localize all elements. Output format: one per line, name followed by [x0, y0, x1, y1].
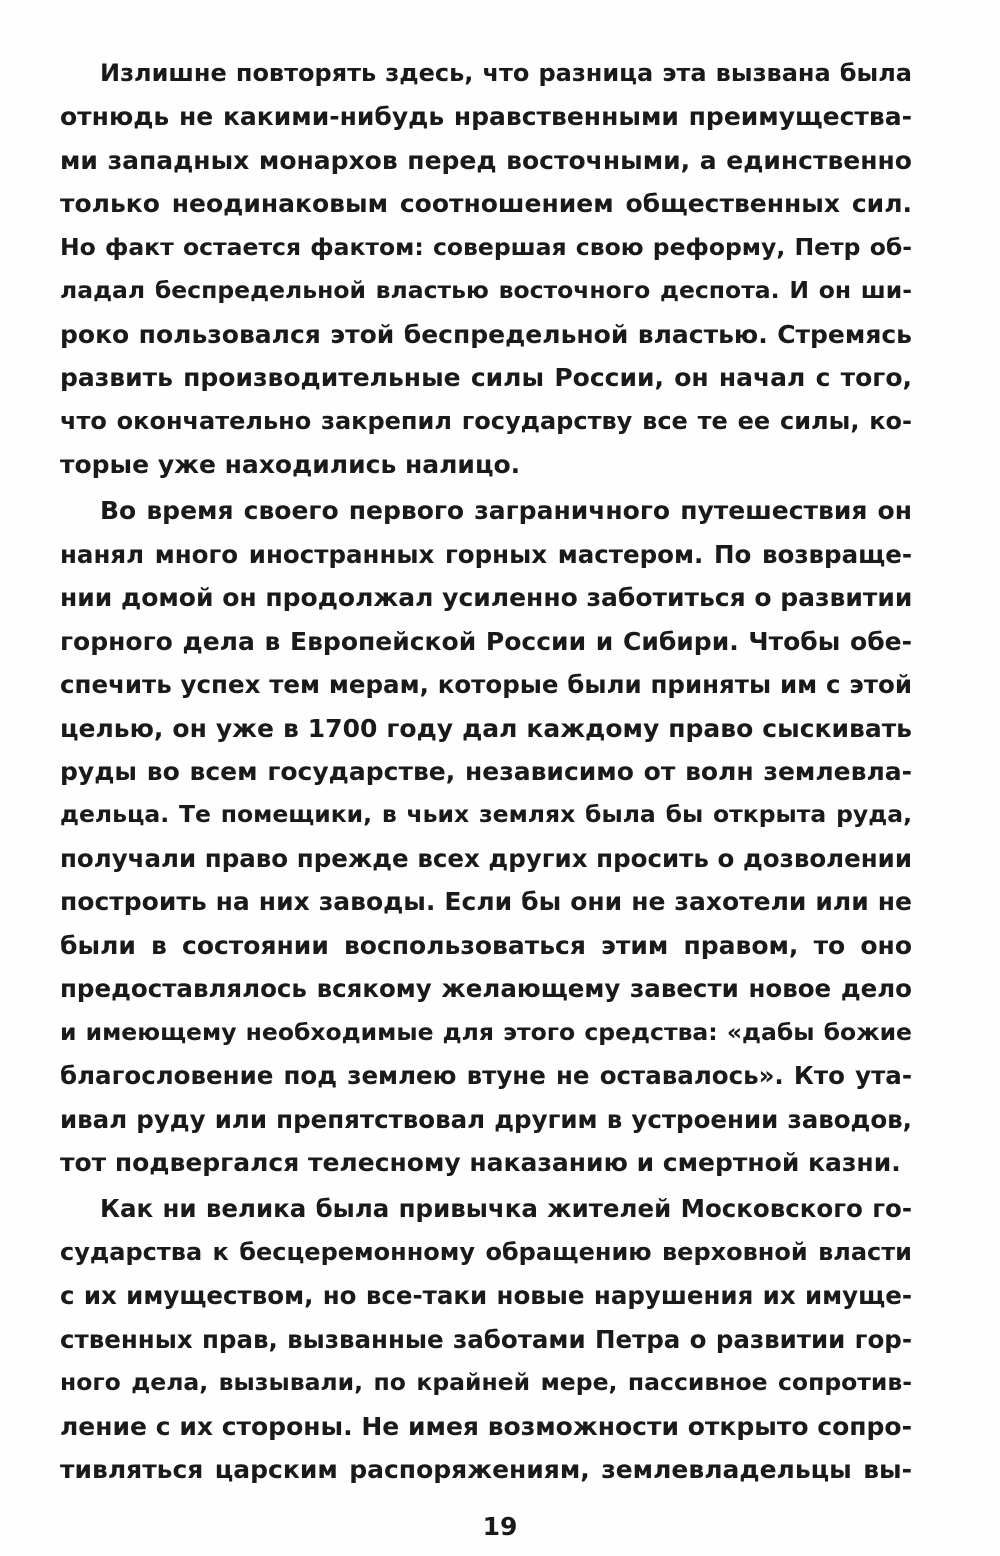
text-line: ственных прав, вызванные заботами Петра о развитии гор- — [60, 1324, 912, 1354]
text-line: дельца. Те помещики, в чьих землях была бы открыта руда, — [60, 800, 912, 829]
text-line: построить на них заводы. Если бы они не захотели или не — [60, 887, 912, 917]
text-line: Во время своего первого заграничного путешествия он — [100, 496, 912, 526]
paragraph — [60, 489, 912, 1184]
text-line: руды во всем государстве, независимо от волн землевла- — [60, 757, 912, 786]
text-line: целью, он уже в 1700 году дал каждому право сыскивать — [60, 713, 912, 743]
text-line: только неодинаковым соотношением общественных сил. — [60, 189, 912, 219]
text-line: торые уже находились налицо. — [60, 449, 521, 479]
text-line: тивляться царским распоряжениям, землевладельцы вы- — [60, 1455, 912, 1484]
paragraph — [60, 52, 912, 486]
text-line: были в состоянии воспользоваться этим правом, то оно — [60, 930, 912, 960]
page-number: 19 — [482, 1512, 518, 1541]
text-line: роко пользовался этой беспредельной властью. Стремясь — [60, 319, 912, 349]
text-line: ного дела, вызывали, по крайней мере, пассивное сопротив- — [60, 1368, 912, 1397]
text-line: ми западных монархов перед восточными, а единственно — [60, 145, 912, 175]
text-line: сударства к бесцеремонному обращению верховной власти — [60, 1237, 912, 1266]
text-line: нанял много иностранных горных мастером. По возвраще- — [60, 539, 912, 569]
text-line: ление с их стороны. Не имея возможности открыто сопро- — [60, 1411, 912, 1441]
text-line: Как ни велика была привычка жителей Московского го- — [100, 1194, 912, 1224]
text-line: тот подвергался телесному наказанию и смертной казни. — [60, 1147, 901, 1177]
text-line: Но факт остается фактом: совершая свою реформу, Петр об- — [60, 232, 912, 261]
body-text — [60, 52, 912, 1491]
text-line: благословение под землею втуне не оставалось». Кто ута- — [60, 1061, 912, 1091]
text-line: что окончательно закрепил государству все те ее силы, ко- — [60, 406, 912, 435]
text-line: развить производительные силы России, он начал с того, — [60, 363, 912, 393]
text-line: отнюдь не какими-нибудь нравственными преимущества- — [60, 102, 912, 132]
text-line: получали право прежде всех других просить о дозволении — [60, 843, 912, 873]
text-line: ладал беспредельной властью восточного деспота. И он ши- — [60, 276, 912, 305]
paragraph — [60, 1187, 912, 1491]
text-line: спечить успех тем мерам, которые были приняты им с этой — [60, 670, 912, 700]
text-line: и имеющему необходимые для этого средства: «дабы божие — [60, 1017, 912, 1046]
text-line: с их имуществом, но все-таки новые нарушения их имуще- — [60, 1281, 912, 1311]
text-line: предоставлялось всякому желающему завести новое дело — [60, 974, 912, 1004]
text-line: ивал руду или препятствовал другим в устроении заводов, — [60, 1104, 912, 1134]
text-line: Излишне повторять здесь, что разница эта вызвана была — [100, 59, 912, 87]
text-line: нии домой он продолжал усиленно заботиться о развитии — [60, 583, 912, 613]
text-line: горного дела в Европейской России и Сибири. Чтобы обе- — [60, 626, 912, 656]
